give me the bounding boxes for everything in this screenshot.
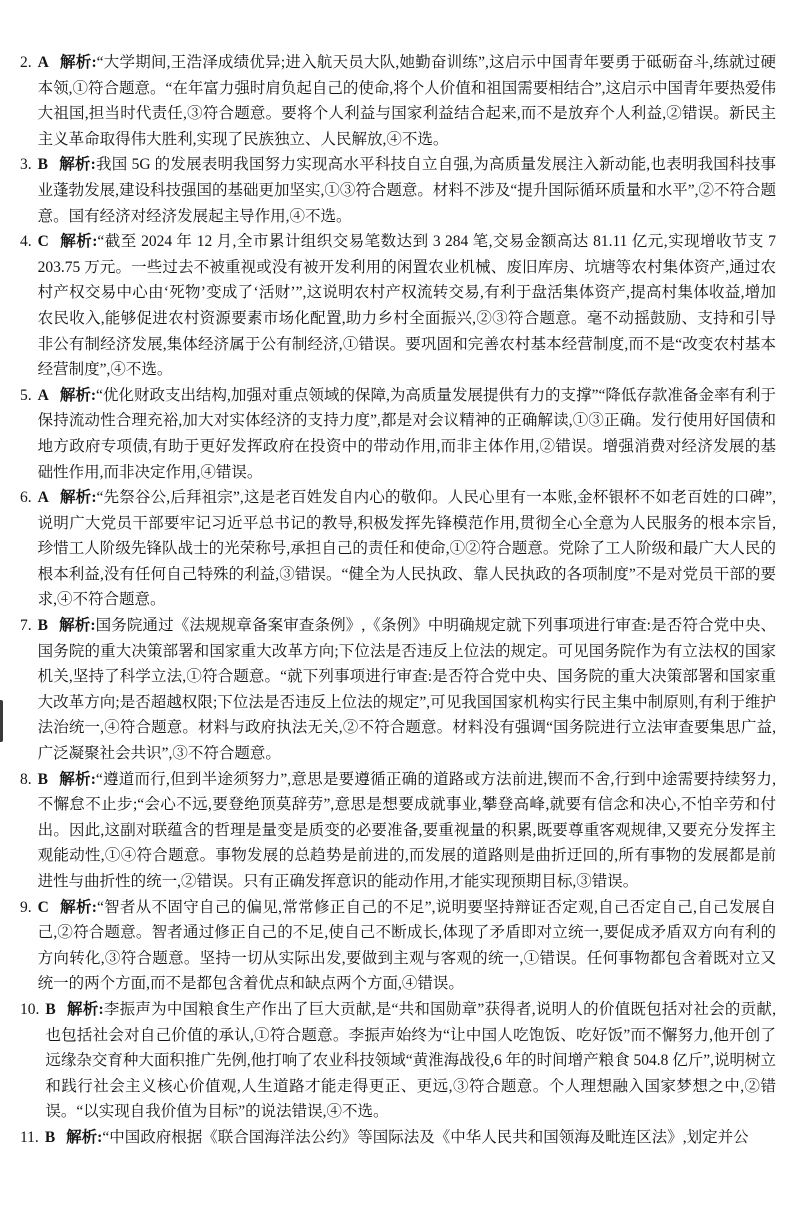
item-body: [38, 152, 776, 229]
item-body: [38, 383, 776, 485]
answer-letter: B: [37, 156, 48, 174]
item-number: 3.: [20, 156, 32, 174]
answer-item: [20, 895, 776, 997]
item-body: [38, 613, 776, 767]
item-body: [38, 485, 776, 613]
answer-item: [20, 229, 776, 383]
answer-letter: C: [37, 233, 49, 251]
answer-item: [20, 613, 776, 767]
answer-letter: A: [37, 489, 49, 507]
answer-letter: B: [44, 1128, 56, 1146]
item-number: 7.: [20, 617, 32, 635]
answer-letter: A: [37, 386, 49, 404]
analysis-text: 李振声为中国粮食生产作出了巨大贡献,是“共和国勋章”获得者,说明人的价值既包括对社会的贡献,也包括社会对自己价值的承认,①符合题意。李振声始终为“让中国人吃饱饭、吃好饭”而不懈努力,他开创了远缘杂交育种大面积推广先例,他打响了农业科技领域“黄淮海战役,6 年的时间增产粮食 504.8 亿斤”,说明树立和践行社会主义核心价值观,人生道路才能走得更正、更远,③符合题意。个人理想融入国家梦想之中,②错误。“以实现自我价值为目标”的说法错误,④不选。: [45, 1000, 777, 1121]
item-number: 9.: [20, 898, 32, 916]
analysis-label: 解析:: [58, 156, 96, 174]
analysis-text: “大学期间,王浩泽成绩优异;进入航天员大队,她勤奋训练”,这启示中国青年要勇于砥砺奋斗,练就过硬本领,①符合题意。“在年富力强时肩负起自己的使命,将个人价值和祖国需要相结合”,这启示中国青年要热爱伟大祖国,担当时代责任,③符合题意。要将个人利益与国家利益结合起来,而不是放弃个人利益,②错误。新民主主义革命取得伟大胜利,实现了民族独立、人民解放,④不选。: [37, 54, 777, 148]
answer-letter: B: [37, 770, 48, 788]
analysis-label: 解析:: [59, 489, 97, 507]
item-body: [38, 767, 776, 895]
analysis-label: 解析:: [59, 54, 97, 71]
analysis-text: “优化财政支出结构,加强对重点领域的保障,为高质量发展提供有力的支撑”“降低存款准备金率有利于保持流动性合理充裕,加大对实体经济的支持力度”,都是对会议精神的正确解读,①③正确。发行使用好国债和地方政府专项债,有助于更好发挥政府在投资中的带动作用,而非主体作用,②错误。增强消费对经济发展的基础性作用,而非决定作用,④错误。: [37, 386, 776, 481]
item-number: 5.: [20, 386, 32, 404]
item-number: 11.: [20, 1128, 39, 1146]
item-body: [38, 50, 776, 152]
analysis-text: “中国政府根据《联合国海洋法公约》等国际法及《中华人民共和国领海及毗连区法》,划定并公: [102, 1128, 749, 1146]
answer-letter: A: [37, 54, 49, 71]
item-body: [45, 1125, 776, 1151]
item-number: 2.: [20, 54, 32, 71]
analysis-text: “截至 2024 年 12 月,全市累计组织交易笔数达到 3 284 笔,交易金额高达 81.11 亿元,实现增收节支 7 203.75 万元。一些过去不被重视或没有被开发利用的闲置农业机械、废旧库房、坑塘等农村集体资产,通过农村产权交易中心由‘死物’变成了‘活财’”,这说明农村产权流转交易,有利于盘活集体资产,提高村集体收益,增加农民收入,能够促进农村资源要素市场化配置,助力乡村全面振兴,②③符合题意。毫不动摇鼓励、支持和引导非公有制经济发展,集体经济属于公有制经济,①错误。要巩固和完善农村基本经营制度,而不是“改变农村基本经营制度”,④不选。: [37, 233, 776, 379]
answer-item: [20, 485, 776, 613]
analysis-text: 我国 5G 的发展表明我国努力实现高水平科技自立自强,为高质量发展注入新动能,也表明我国科技事业蓬勃发展,建设科技强国的基础更加坚实,①③符合题意。材料不涉及“提升国际循环质量和水平”,②不符合题意。国有经济对经济发展起主导作用,④不选。: [37, 156, 777, 225]
answer-letter: B: [45, 1000, 56, 1018]
analysis-text: 国务院通过《法规规章备案审查条例》,《条例》中明确规定就下列事项进行审查:是否符合党中央、国务院的重大决策部署和国家重大改革方向;下位法是否违反上位法的规定。可见国务院作为有立法权的国家机关,坚持了科学立法,①符合题意。“就下列事项进行审查:是否符合党中央、国务院的重大决策部署和国家重大改革方向;是否超越权限;下位法是否违反上位法的规定”,可见我国国家机构实行民主集中制原则,有利于维护法治统一,④符合题意。材料与政府执法无关,②不符合题意。材料没有强调“国务院进行立法审查要集思广益,广泛凝聚社会共识”,③不符合题意。: [37, 617, 777, 763]
item-body: [45, 997, 776, 1125]
analysis-text: “智者从不固守自己的偏见,常常修正自己的不足”,说明要坚持辩证否定观,自己否定自己,自己发展自己,②符合题意。智者通过修正自己的不足,使自己不断成长,体现了矛盾即对立统一,要促成矛盾双方向有利的方向转化,③符合题意。坚持一切从实际出发,要做到主观与客观的统一,①错误。任何事物都包含着既对立又统一的两个方面,而不是都包含着优点和缺点两个方面,④错误。: [37, 898, 776, 993]
analysis-label: 解析:: [66, 1128, 103, 1146]
answer-letter: B: [37, 617, 48, 635]
item-body: [38, 229, 776, 383]
analysis-label: 解析:: [59, 386, 97, 404]
item-number: 10.: [20, 1000, 40, 1018]
analysis-label: 解析:: [58, 770, 96, 788]
scan-artifact: [0, 700, 3, 742]
answer-item: [20, 767, 776, 895]
analysis-label: 解析:: [59, 898, 97, 916]
answer-item: [20, 383, 776, 485]
analysis-label: 解析:: [58, 617, 96, 635]
answer-item: [20, 50, 776, 152]
item-number: 8.: [20, 770, 32, 788]
item-number: 6.: [20, 489, 32, 507]
analysis-label: 解析:: [66, 1000, 104, 1018]
analysis-label: 解析:: [59, 233, 98, 251]
item-body: [38, 895, 776, 997]
answer-item: [20, 997, 776, 1125]
answer-item: [20, 1125, 776, 1151]
analysis-text: “遵道而行,但到半途须努力”,意思是要遵循正确的道路或方法前进,锲而不舍,行到中途需要持续努力,不懈怠不止步;“会心不远,要登绝顶莫辞劳”,意思是想要成就事业,攀登高峰,就要有信念和决心,不怕辛劳和付出。因此,这副对联蕴含的哲理是量变是质变的必要准备,要重视量的积累,既要尊重客观规律,又要充分发挥主观能动性,①④符合题意。事物发展的总趋势是前进的,而发展的道路则是曲折迂回的,所有事物的发展都是前进性与曲折性的统一,②错误。只有正确发挥意识的能动作用,才能实现预期目标,③错误。: [37, 770, 776, 890]
answer-letter: C: [37, 898, 49, 916]
answer-item: [20, 152, 776, 229]
item-number: 4.: [20, 233, 32, 251]
analysis-text: “先祭谷公,后拜祖宗”,这是老百姓发自内心的敬仰。人民心里有一本账,金杯银杯不如老百姓的口碑”,说明广大党员干部要牢记习近平总书记的教导,积极发挥先锋模范作用,贯彻全心全意为人民服务的根本宗旨,珍惜工人阶级先锋队战士的光荣称号,承担自己的责任和使命,①②符合题意。党除了工人阶级和最广大人民的根本利益,没有任何自己特殊的利益,③错误。“健全为人民执政、靠人民执政的各项制度”不是对党员干部的要求,④不符合题意。: [37, 489, 776, 609]
